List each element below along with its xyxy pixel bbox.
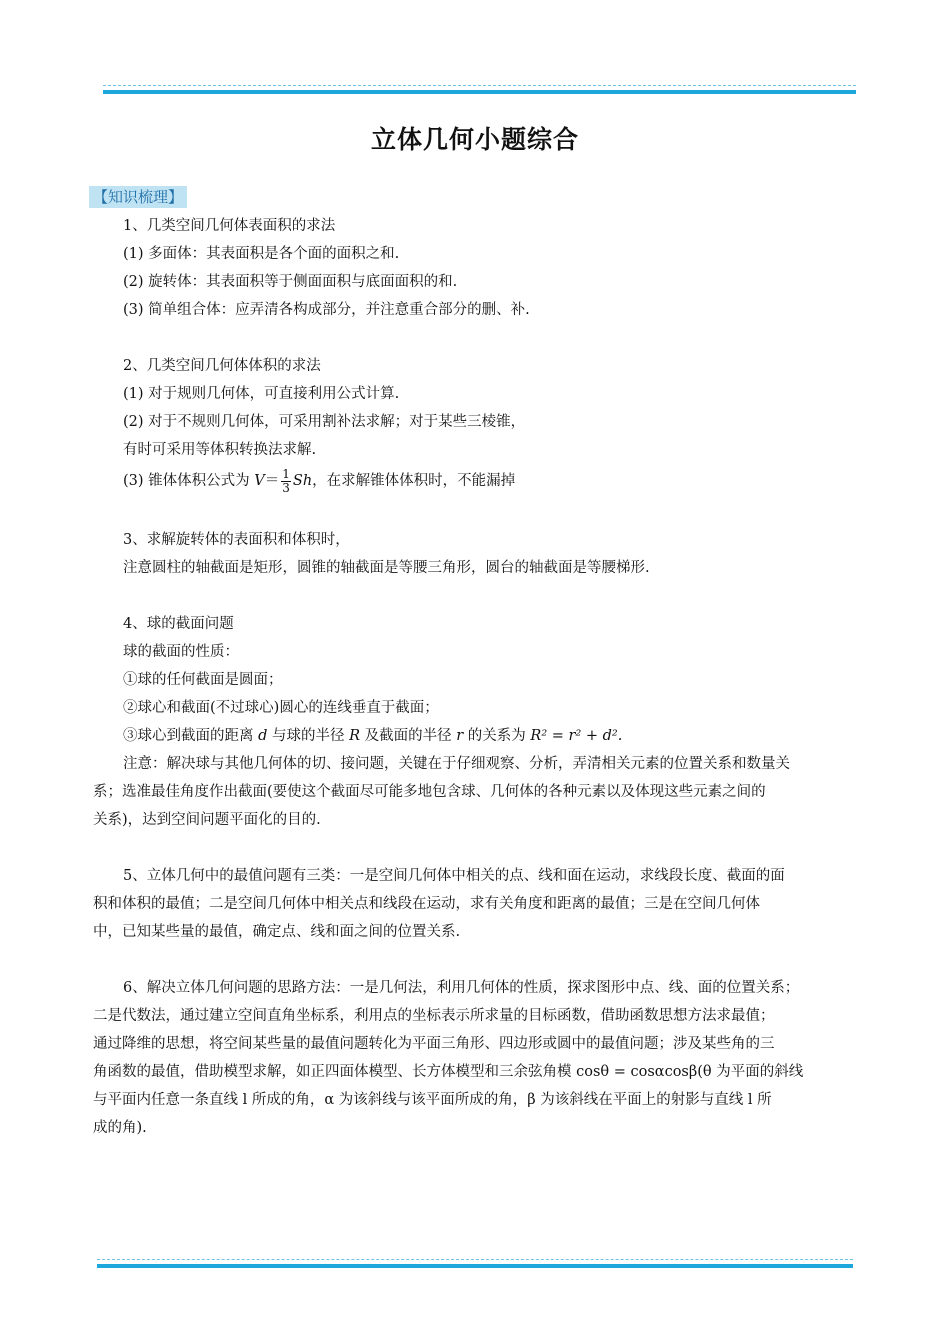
- section-6-line: 6、解决立体几何问题的思路方法：一是几何法，利用几何体的性质，探求图形中点、线、面的位置关系；: [123, 980, 800, 996]
- section-5: [93, 862, 858, 946]
- header-rule: [103, 90, 856, 94]
- section-4-note: 关系)，达到空间问题平面化的目的.: [93, 812, 321, 828]
- section-6-line: 与平面内任意一条直线 l 所成的角，α 为该斜线与该平面所成的角，β 为该斜线在平面上的射影与直线 l 所: [93, 1092, 772, 1108]
- formula-prefix: (3) 锥体体积公式为: [123, 473, 255, 489]
- section-1-item: (1) 多面体：其表面积是各个面的面积之和.: [123, 246, 400, 262]
- section-6: [93, 974, 858, 1142]
- section-2: [93, 352, 858, 498]
- property-text: 的关系为: [463, 728, 531, 744]
- section-3: [93, 526, 858, 582]
- var-d: d: [258, 728, 268, 744]
- section-4: [93, 610, 858, 834]
- sphere-relation-formula: R² = r² + d².: [530, 728, 623, 744]
- fraction-denominator: 3: [282, 480, 290, 495]
- section-1: [93, 212, 858, 324]
- section-6-line: 成的角).: [93, 1120, 147, 1136]
- section-5-line: 中，已知某些量的最值，确定点、线和面之间的位置关系.: [93, 924, 461, 940]
- fraction-one-third: [281, 468, 291, 495]
- section-3-heading: 3、求解旋转体的表面积和体积时，: [123, 532, 350, 548]
- section-4-property: ②球心和截面(不过球心)圆心的连线垂直于截面；: [123, 700, 439, 716]
- var-V: V: [254, 473, 265, 489]
- footer-dashed-rule: [97, 1259, 853, 1260]
- property-text: ③球心到截面的距离: [123, 728, 259, 744]
- section-4-property: [93, 722, 858, 750]
- equals-sign: ＝: [264, 473, 280, 489]
- section-3-body: 注意圆柱的轴截面是矩形，圆锥的轴截面是等腰三角形，圆台的轴截面是等腰梯形.: [123, 560, 650, 576]
- section-6-line: 角函数的最值，借助模型求解，如正四面体模型、长方体模型和三余弦角模 cosθ = cosαcosβ(θ 为平面的斜线: [93, 1064, 804, 1080]
- section-2-volume-formula: [93, 464, 858, 498]
- section-5-line: 5、立体几何中的最值问题有三类：一是空间几何体中相关的点、线和面在运动，求线段长度、截面的面: [123, 868, 785, 884]
- footer-rule: [97, 1264, 853, 1268]
- property-text: 及截面的半径: [360, 728, 457, 744]
- section-2-heading: 2、几类空间几何体体积的求法: [123, 358, 321, 374]
- section-2-item: (2) 对于不规则几何体，可采用割补法求解；对于某些三棱锥，: [123, 414, 526, 430]
- section-2-item: (1) 对于规则几何体，可直接利用公式计算.: [123, 386, 400, 402]
- section-2-item-cont: 有时可采用等体积转换法求解.: [123, 442, 317, 458]
- section-1-item: (3) 简单组合体：应弄清各构成部分，并注意重合部分的删、补.: [123, 302, 530, 318]
- fraction-numerator: 1: [282, 466, 290, 481]
- section-tag: 【知识梳理】: [89, 186, 187, 208]
- section-4-heading: 4、球的截面问题: [123, 616, 234, 632]
- document-body: [93, 212, 858, 1142]
- property-text: 与球的半径: [267, 728, 350, 744]
- section-4-note: 系；选准最佳角度作出截面(要使这个截面尽可能多地包含球、几何体的各种元素以及体现这些元素之间的: [93, 784, 766, 800]
- var-Sh: Sh: [292, 473, 313, 489]
- formula-suffix: ，在求解锥体体积时，不能漏掉: [312, 473, 516, 489]
- section-4-note: 注意：解决球与其他几何体的切、接问题，关键在于仔细观察、分析，弄清相关元素的位置关系和数量关: [123, 756, 790, 772]
- section-1-item: (2) 旋转体：其表面积等于侧面面积与底面面积的和.: [123, 274, 458, 290]
- section-4-sub: 球的截面的性质：: [123, 644, 239, 660]
- section-5-line: 积和体积的最值；二是空间几何体中相关点和线段在运动，求有关角度和距离的最值；三是在空间几何体: [93, 896, 760, 912]
- page-title: 立体几何小题综合: [370, 125, 579, 154]
- section-6-line: 二是代数法，通过建立空间直角坐标系，利用点的坐标表示所求量的目标函数，借助函数思想方法求最值；: [93, 1008, 775, 1024]
- section-6-line: 通过降维的思想，将空间某些量的最值问题转化为平面三角形、四边形或圆中的最值问题；涉及某些角的三: [93, 1036, 775, 1052]
- header-dashed-rule: [103, 85, 856, 86]
- var-R: R: [349, 728, 361, 744]
- var-r: r: [456, 728, 464, 744]
- section-1-heading: 1、几类空间几何体表面积的求法: [123, 218, 336, 234]
- section-4-property: ①球的任何截面是圆面；: [123, 672, 283, 688]
